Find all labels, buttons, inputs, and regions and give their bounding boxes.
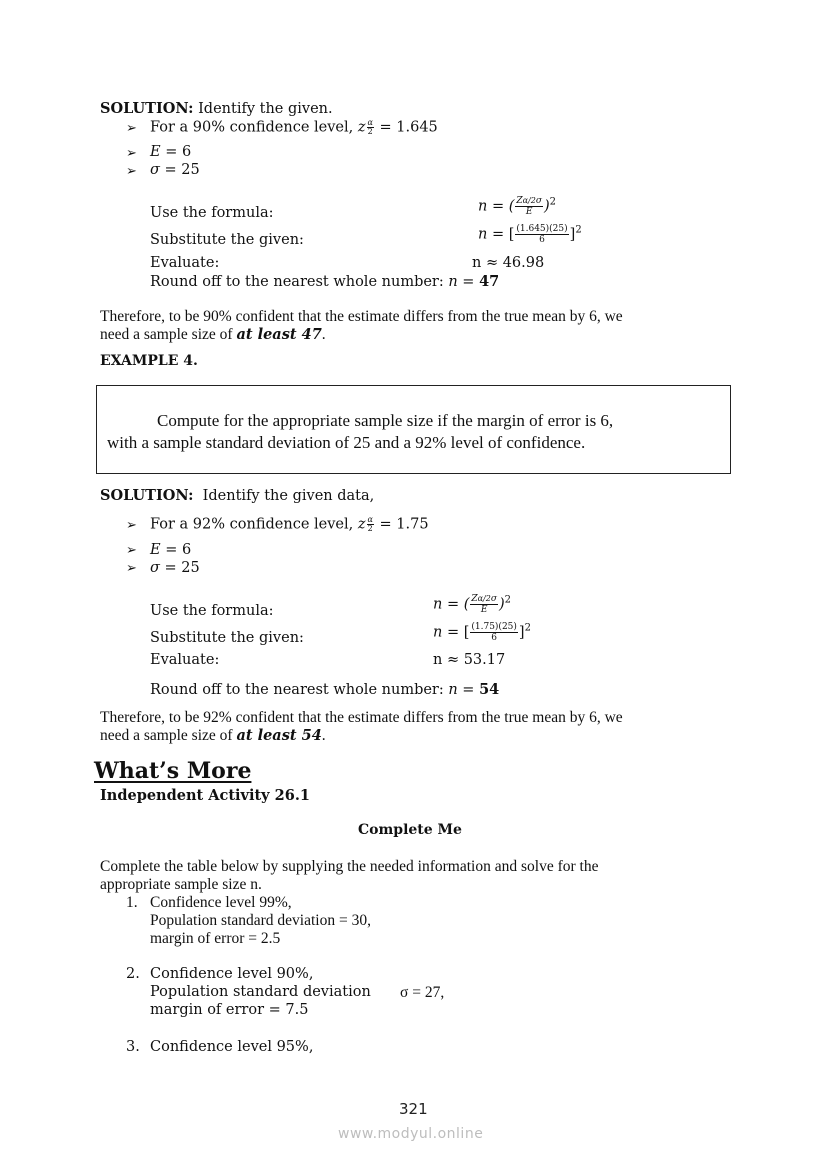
given-z-value: For a 90% confidence level, z $\frac{\alpha}{2}$ = 1.645 <box>150 118 438 136</box>
bullet-arrow-icon: ➢ <box>126 518 137 533</box>
conclusion-text: need a sample size of <box>100 727 237 744</box>
solution-label: SOLUTION: <box>100 487 194 504</box>
step-label: Substitute the given: <box>150 232 304 248</box>
solution-1-header <box>100 100 333 117</box>
item-line: Confidence level 90%, <box>150 966 314 982</box>
exponent: 2 <box>524 622 531 634</box>
exponent: 2 <box>575 224 582 236</box>
item-sigma: σ = 27, <box>400 984 445 1001</box>
conclusion-2-line2 <box>100 727 326 745</box>
solution-intro: Identify the given. <box>198 101 333 117</box>
evaluate-expression: n ≈ 53.17 <box>433 652 506 668</box>
fraction-numerator: (1.75)(25) <box>471 622 517 632</box>
conclusion-2-line1: Therefore, to be 92% confident that the estimate differs from the true mean by 6, we <box>100 709 623 726</box>
round-off-line <box>150 681 499 698</box>
fraction-denominator: 6 <box>539 235 545 245</box>
given-e <box>150 144 191 160</box>
section-heading: What’s More <box>94 758 252 784</box>
z-value: = 1.645 <box>379 119 438 136</box>
given-value: = 6 <box>165 542 192 558</box>
example-problem-box <box>96 385 731 474</box>
item-line: Confidence level 99%, <box>150 894 292 911</box>
given-z-value: For a 92% confidence level, z $\frac{\alpha}{2}$ = 1.75 <box>150 515 429 533</box>
item-number: 1. <box>126 894 138 911</box>
given-sigma <box>150 560 200 576</box>
round-label: Round off to the nearest whole number: <box>150 274 444 290</box>
conclusion-1-line2 <box>100 326 326 344</box>
conclusion-text: . <box>321 326 326 343</box>
formula-expression: n = ( $\frac{Z\alpha/2\sigma}{E}$ )$^2$ <box>433 594 512 615</box>
given-value: = 6 <box>165 144 192 160</box>
watermark: www.modyul.online <box>338 1126 484 1142</box>
round-var: n <box>448 274 458 290</box>
given-value: = 25 <box>164 162 200 178</box>
given-e <box>150 542 191 558</box>
round-eq: = <box>457 274 480 290</box>
bullet-arrow-icon: ➢ <box>126 146 137 161</box>
round-var: n <box>448 682 458 698</box>
activity-title: Complete Me <box>358 822 462 838</box>
round-label: Round off to the nearest whole number: <box>150 682 444 698</box>
solution-intro: Identify the given data, <box>202 488 375 504</box>
item-line: Confidence level 95%, <box>150 1039 314 1055</box>
given-value: = 25 <box>164 560 200 576</box>
evaluate-expression: n ≈ 46.98 <box>472 255 545 271</box>
step-label: Use the formula: <box>150 205 274 221</box>
item-line: Population standard deviation <box>150 984 371 1000</box>
bullet-arrow-icon: ➢ <box>126 561 137 576</box>
instructions-line2: appropriate sample size n. <box>100 876 262 893</box>
given-text: For a 90% confidence level, <box>150 119 358 136</box>
substitution-expression: n = [ $\frac{(1.75)(25)}{6}$ ]$^2$ <box>433 622 531 643</box>
z-value: = 1.75 <box>379 516 429 533</box>
solution-label: SOLUTION: <box>100 100 194 117</box>
problem-line-1: Compute for the appropriate sample size if the margin of error is 6, <box>157 411 614 430</box>
conclusion-emphasis: at least 54 <box>236 727 322 744</box>
item-number: 2. <box>126 966 140 982</box>
given-sigma <box>150 162 200 178</box>
fraction-denominator: 6 <box>491 633 498 643</box>
given-var: E <box>150 542 161 558</box>
given-var: σ <box>150 162 160 178</box>
round-value: 54 <box>479 681 500 698</box>
fraction-numerator: (1.645)(25) <box>516 224 568 234</box>
item-line: margin of error = 2.5 <box>150 930 281 947</box>
solution-2-header <box>100 487 374 504</box>
bullet-arrow-icon: ➢ <box>126 543 137 558</box>
conclusion-text: . <box>321 727 326 744</box>
conclusion-emphasis: at least 47 <box>236 326 322 343</box>
step-label: Evaluate: <box>150 652 220 668</box>
item-line: margin of error = 7.5 <box>150 1002 309 1018</box>
conclusion-text: need a sample size of <box>100 326 237 343</box>
substitution-expression: n = [ $\frac{(1.645)(25)}{6}$ ]$^2$ <box>478 224 582 245</box>
conclusion-1-line1: Therefore, to be 90% confident that the estimate differs from the true mean by 6, we <box>100 308 623 325</box>
page-number: 321 <box>399 1100 428 1118</box>
formula-expression: n = ( $\frac{Z\alpha/2\sigma}{E}$ )$^2$ <box>478 196 557 217</box>
problem-line-2: with a sample standard deviation of 25 and a 92% level of confidence. <box>107 433 586 452</box>
bullet-arrow-icon: ➢ <box>126 121 137 136</box>
item-line: Population standard deviation = 30, <box>150 912 371 929</box>
step-label: Evaluate: <box>150 255 220 271</box>
step-label: Substitute the given: <box>150 630 304 646</box>
item-number: 3. <box>126 1039 140 1055</box>
instructions-line1: Complete the table below by supplying the needed information and solve for the <box>100 858 599 875</box>
activity-label: Independent Activity 26.1 <box>100 787 310 804</box>
round-eq: = <box>457 682 480 698</box>
round-off-line <box>150 273 499 290</box>
bullet-arrow-icon: ➢ <box>126 164 137 179</box>
step-label: Use the formula: <box>150 603 274 619</box>
example-4-label: EXAMPLE 4. <box>100 353 198 369</box>
given-var: σ <box>150 560 160 576</box>
given-var: E <box>150 144 161 160</box>
given-text: For a 92% confidence level, <box>150 516 358 533</box>
round-value: 47 <box>479 273 500 290</box>
